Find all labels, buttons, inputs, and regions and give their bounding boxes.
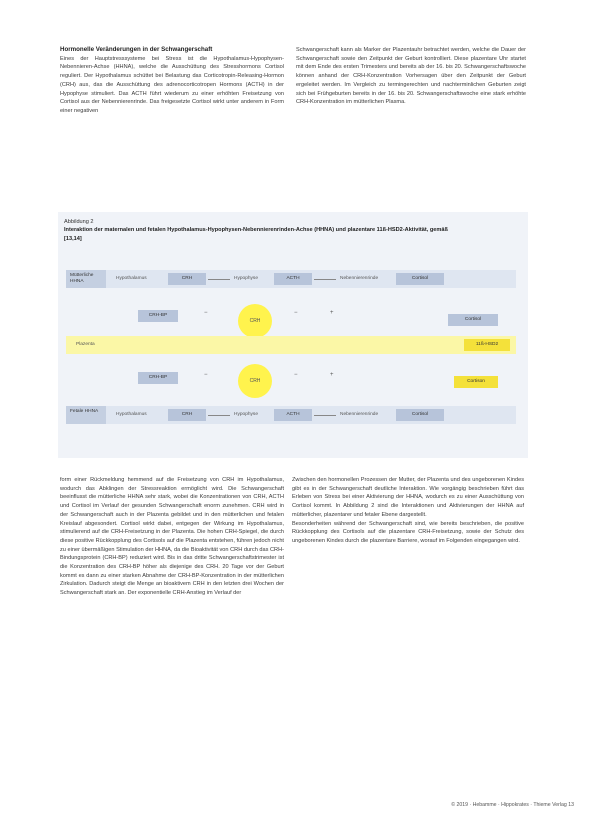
enzyme-box: 11ß-HSD2 xyxy=(464,339,510,351)
arrow xyxy=(314,279,336,280)
crh-bp-box: CRH-BP xyxy=(138,310,178,322)
page-footer: © 2019 · Hebamme · Hippokrates · Thieme Verlag 13 xyxy=(451,802,574,808)
cortison-box: Cortison xyxy=(454,376,498,388)
paragraph: form einer Rückmeldung hemmend auf die Freisetzung von CRH im Hypothalamus, wodurch das Abklingen der Stressreaktion ermöglicht wird. Die Schwangerschaft beeinflusst die mütterliche HHNA sehr stark, wobei die Konzentrationen von CRH, ACTH und Cortisol im Verlauf der gesunden Schwangerschaft enorm zunehmen. CRH wird in der Schwangerschaft auch in der Plazenta gebildet und in den mütterlichen und fetalen Kreislauf abgesondert. Cortisol wirkt dabei, entgegen der Wirkung im Hypothalamus, stimulierend auf die CRH-Freisetzung in der Plazenta. Die hohen CRH-Spiegel, die durch diese positive Rückkopplung des Cortisols auf die Plazenta entstehen, führen jedoch nicht zu einer übermäßigen Stimulation der HHNA, da die Bioaktivität von CRH durch das CRH-Bindungsprotein (CRH-BP) reduziert wird. Bis in das dritte Schwangerschaftstrimester ist die Konzentration des CRH-BP höher als diejenige des CRH. 20 Tage vor der Geburt kommt es dann zu einer starken Abnahme der CRH-BP-Konzentration in der mütterlichen Zirkulation. Dadurch steigt die Menge an bioaktivem CRH in den letzten drei Wochen der Schwangerschaft stark an. Der exponentielle CRH-Anstieg im Verlauf der xyxy=(60,477,284,597)
hypophyse-label: Hypophyse xyxy=(234,276,258,281)
paragraph: Besonderheiten während der Schwangerschaft sind, wie bereits beschrieben, die positive Rückkopplung des Cortisols auf die plazentare CRH-Freisetzung, sowie der Schutz des ungeborenen Kindes durch die plazentare Barriere, worauf im Folgenden eingegangen wird. xyxy=(292,520,524,544)
crh-bp-box: CRH-BP xyxy=(138,372,178,384)
section-heading: Hormonelle Veränderungen in der Schwangerschaft xyxy=(60,46,213,53)
column-bottom-left xyxy=(60,476,284,598)
paragraph: Eines der Hauptstresssysteme bei Stress ist die Hypothalamus-Hypophysen-Nebennieren-Achse (HHNA), welche die Ausschüttung des Stresshormons Cortisol reguliert. Der Hypothalamus schüttet bei Belastung das Corticotropin-Releasing-Hormon (CRH) aus, das die Ausschüttung des adrenocorticotropen Hormons (ACTH) in der Hypophyse stimuliert. Das ACTH führt wiederum zu einer erhöhten Freisetzung von Cortisol aus der Nebennierenrinde. Das freigesetzte Cortisol wirkt unter anderem in Form einer negativen xyxy=(60,55,284,114)
placenta-label: Plazenta xyxy=(76,342,95,347)
figure-title: Interaktion der maternalen und fetalen Hypothalamus-Hypophysen-Nebennierenrinden-Achse (HHNA) und plazentare 11ß-HSD2-Aktivität, gemäß [13,14] xyxy=(64,227,448,242)
plus-sign: + xyxy=(330,372,334,378)
maternal-band xyxy=(66,270,516,288)
fetal-tag: Fetale HHNA xyxy=(66,406,106,424)
maternal-tag: Mütterliche HHNA xyxy=(66,270,106,288)
paragraph: Zwischen den hormonellen Prozessen der Mutter, der Plazenta und des ungeborenen Kindes gibt es in der Schwangerschaft deutliche Interaktion. Wie vorgängig beschrieben führt das Erleben von Stress bei einer Aktivierung der HHNA, wodurch es zu einer Ausschüttung von Cortisol kommt. In Abbildung 2 sind die Interaktionen und Aktivierungen der HHNA auf mütterlicher, plazentarer und fetaler Ebene dargestellt. xyxy=(292,477,524,518)
column-top-right xyxy=(296,46,526,107)
column-top-left xyxy=(60,46,284,116)
column-bottom-right xyxy=(292,476,524,546)
plus-sign: + xyxy=(330,310,334,316)
nebenniere-label: Nebennierenrinde xyxy=(340,412,379,417)
arrow xyxy=(208,415,230,416)
paragraph: Schwangerschaft kann als Marker der Plazentauhr betrachtet werden, welche die Dauer der Schwangerschaft sowie den Zeitpunkt der Geburt kontrolliert. Diese plazentare Uhr startet mit dem Ende des ersten Trimesters und bereits ab der 16. bis 20. Schwangerschaftswoche können anhand der CRH-Konzentration Vorhersagen über den Zeitpunkt der Geburt ergeleitet werden. Im Vergleich zu termingerechten und nachterminlichen Geburten zeigt sich bei Frühgeburten bereits in der 16. bis 20. Schwangerschaftswoche eine stark erhöhte CRH-Konzentration im mütterlichen Plasma. xyxy=(296,47,526,106)
crh-circle: CRH xyxy=(238,364,272,398)
figure-caption xyxy=(64,218,464,243)
cortisol-box: Cortisol xyxy=(448,314,498,326)
minus-sign: − xyxy=(204,310,208,316)
acth-box: ACTH xyxy=(274,409,312,421)
arrow xyxy=(314,415,336,416)
fetal-band xyxy=(66,406,516,424)
crh-box: CRH xyxy=(168,273,206,285)
minus-sign: − xyxy=(204,372,208,378)
arrow xyxy=(208,279,230,280)
nebenniere-label: Nebennierenrinde xyxy=(340,276,379,281)
hypophyse-label: Hypophyse xyxy=(234,412,258,417)
cortisol-box: Cortisol xyxy=(396,273,444,285)
minus-sign: − xyxy=(294,372,298,378)
crh-circle: CRH xyxy=(238,304,272,338)
minus-sign: − xyxy=(294,310,298,316)
hypothalamus-label: Hypothalamus xyxy=(116,276,147,281)
figure-label: Abbildung 2 xyxy=(64,219,94,225)
crh-box: CRH xyxy=(168,409,206,421)
figure-hhna xyxy=(58,212,528,458)
acth-box: ACTH xyxy=(274,273,312,285)
hypothalamus-label: Hypothalamus xyxy=(116,412,147,417)
placenta-band xyxy=(66,336,516,354)
cortisol-box: Cortisol xyxy=(396,409,444,421)
